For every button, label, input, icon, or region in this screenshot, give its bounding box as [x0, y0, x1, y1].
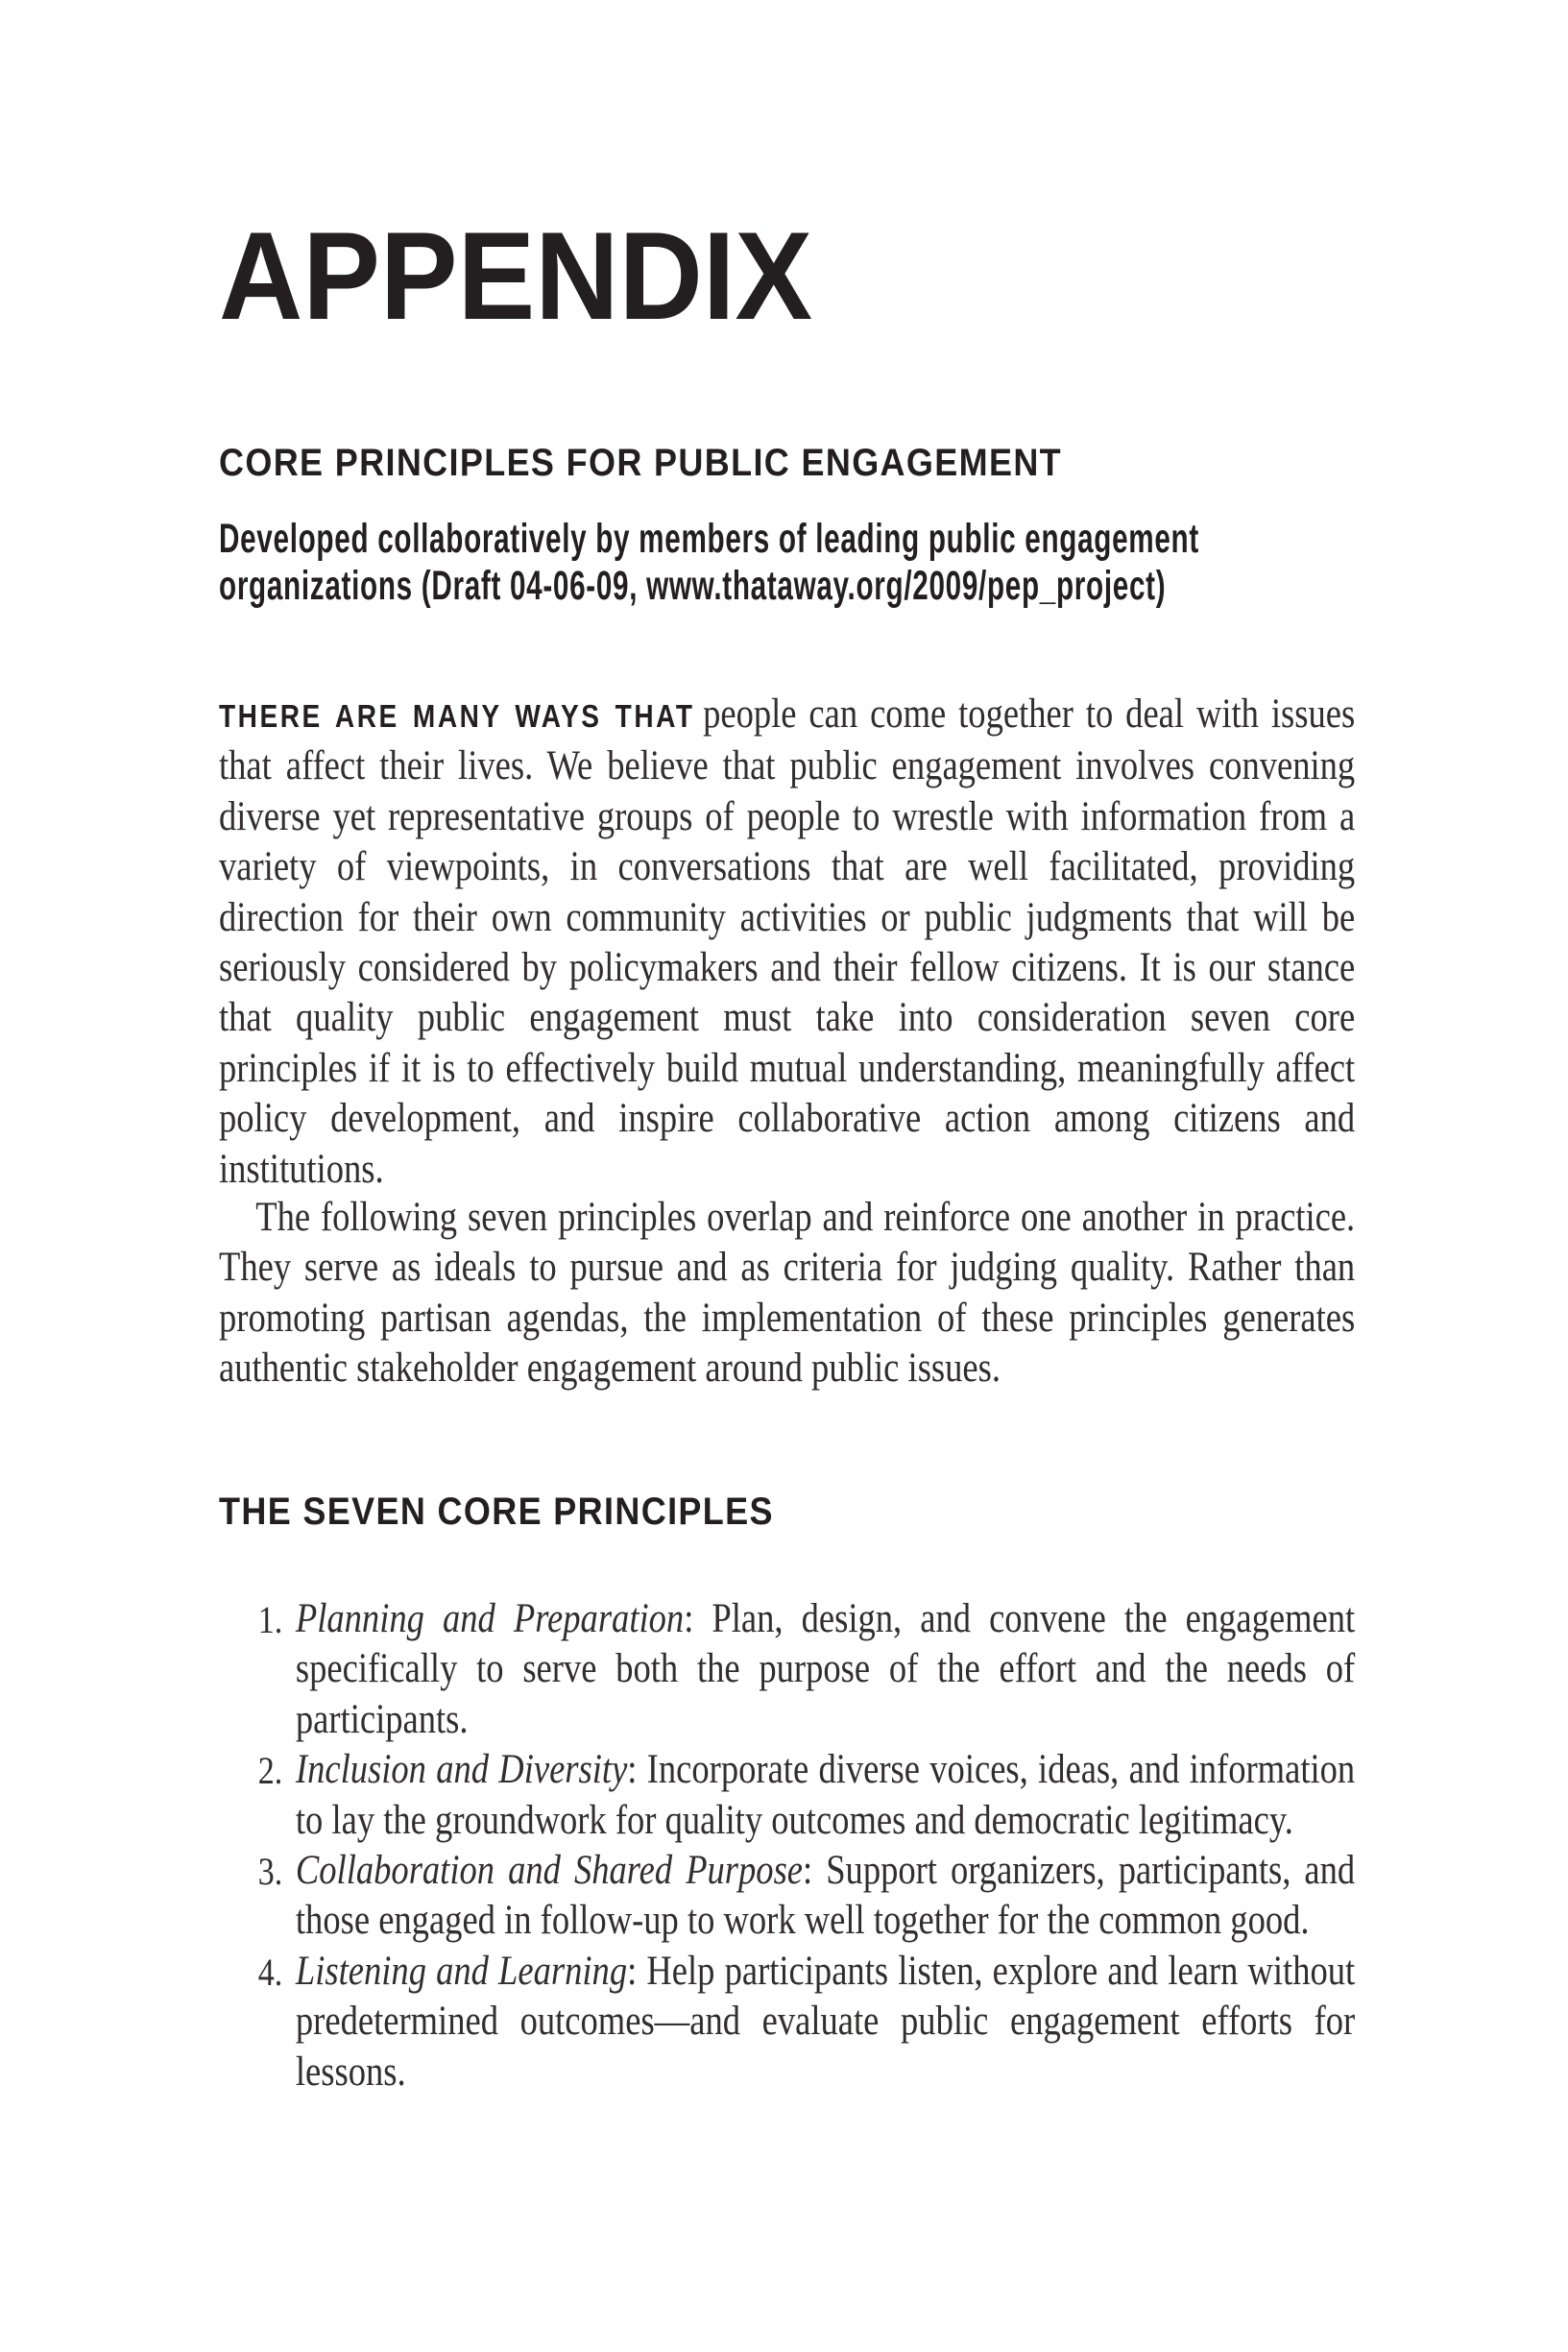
- section-subtitle-line2: organizations (Draft 04-06-09, www.thataway.org/2009/pep_project): [219, 563, 1167, 609]
- list-item-text: : Incorporate diverse voices, ideas, and information to lay the groundwork for quality outcomes and democratic legitimacy.: [295, 1747, 1356, 1843]
- section-heading: CORE PRINCIPLES FOR PUBLIC ENGAGEMENT: [219, 442, 1063, 484]
- list-item-text: : Plan, design, and convene the engagement specifically to serve both the purpose of the effort and the needs of participants.: [295, 1596, 1356, 1742]
- list-item-title: Listening and Learning: [295, 1948, 628, 1994]
- principles-heading: THE SEVEN CORE PRINCIPLES: [219, 1491, 774, 1533]
- intro-paragraph-1: [219, 690, 1355, 1195]
- list-item-number: 3.: [257, 1850, 283, 1894]
- list-item: [219, 1846, 1355, 1947]
- list-item-number: 2.: [257, 1749, 283, 1793]
- intro-paragraph-1-text: people can come together to deal with issues that affect their lives. We believe that public engagement involves convening diverse yet representative groups of people to wrestle with information from a variety of viewpoints, in conversations that are well facilitated, providing direction for their own community activities or public judgments that will be seriously considered by policymakers and their fellow citizens. It is our stance that quality public engagement must take into consideration seven core principles if it is to effectively build mutual understanding, meaningfully affect policy development, and inspire collaborative action among citizens and institutions.: [219, 691, 1356, 1192]
- section-subtitle-line1: Developed collaboratively by members of leading public engagement: [219, 516, 1199, 562]
- intro-paragraph-2: The following seven principles overlap and reinforce one another in practice. They serve as ideals to pursue and as criteria for judging quality. Rather than promoting partisan agendas, the implementation of these principles generates authentic stakeholder engagement around public issues.: [219, 1195, 1356, 1392]
- list-item-text: : Support organizers, participants, and those engaged in follow-up to work well together for the common good.: [295, 1848, 1356, 1944]
- section-subtitle: [219, 516, 1199, 610]
- list-item-title: Collaboration and Shared Purpose: [295, 1848, 804, 1894]
- page-title: APPENDIX: [219, 206, 813, 346]
- principles-list: [219, 1594, 1355, 2097]
- list-item: [219, 1745, 1355, 1846]
- list-item: [219, 1594, 1355, 1745]
- list-item-title: Planning and Preparation: [295, 1596, 685, 1641]
- list-item-number: 4.: [257, 1950, 283, 1994]
- list-item: [219, 1947, 1355, 2097]
- list-item-text: : Help participants listen, explore and learn without predetermined outcomes—and evaluate public engagement efforts for lessons.: [295, 1948, 1356, 2095]
- intro-lead-in: THERE ARE MANY WAYS THAT: [219, 698, 695, 734]
- list-item-title: Inclusion and Diversity: [295, 1747, 628, 1793]
- list-item-number: 1.: [257, 1598, 283, 1641]
